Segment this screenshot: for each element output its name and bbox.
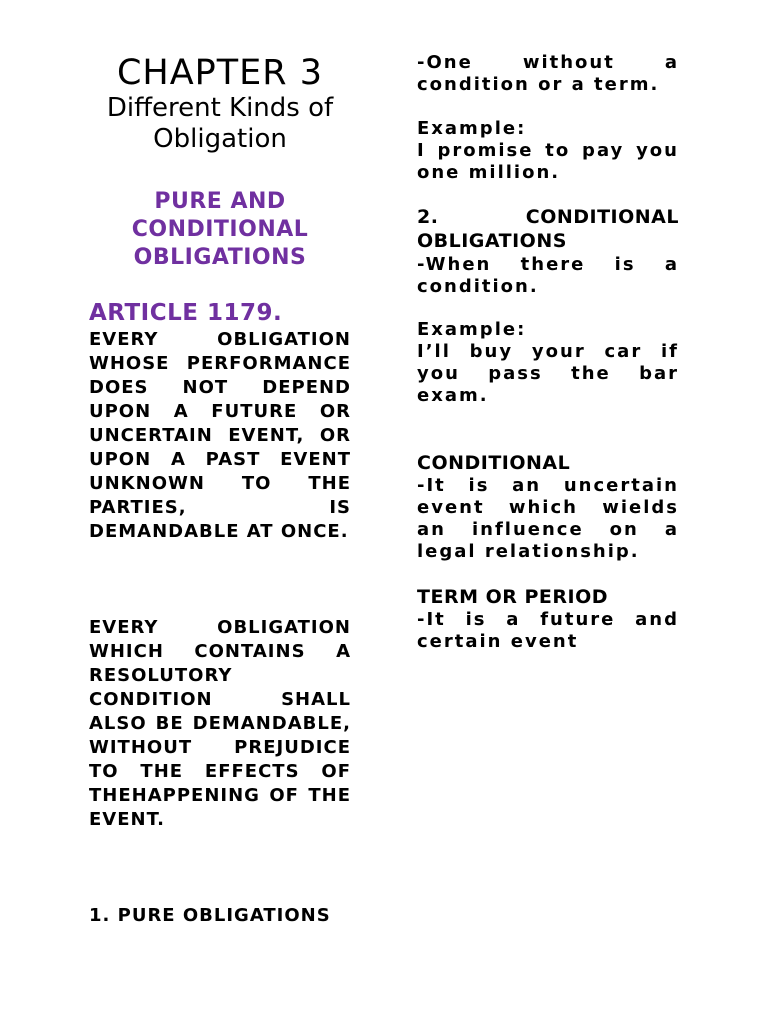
example-label-1: Example: (417, 118, 527, 139)
section-title: PURE AND CONDITIONAL OBLIGATIONS (131, 189, 309, 270)
article-title: ARTICLE 1179. (89, 300, 283, 326)
example-label-2: Example: (417, 319, 527, 340)
article-paragraph-2: EVERY OBLIGATION WHICH CONTAINS A RESOLUTORY CONDITION SHALL ALSO BE DEMANDABLE, WITHOUT PREJUDICE TO THE EFFECTS OF THEHAPPENING OF THE EVENT. (89, 617, 351, 830)
pure-definition: -One without a condition or a term. (417, 52, 679, 95)
chapter-title: CHAPTER 3 (116, 53, 323, 93)
term-or-period-heading: TERM OR PERIOD (417, 586, 609, 608)
conditional-obligations-heading: 2. CONDITIONAL OBLIGATIONS (417, 206, 679, 252)
conditional-term-heading: CONDITIONAL (417, 452, 571, 474)
pure-obligations-heading: 1. PURE OBLIGATIONS (89, 905, 331, 926)
example-1: I promise to pay you one million. (417, 140, 679, 183)
conditional-term-definition: -It is an uncertain event which wields an influence on a legal relationship. (417, 475, 679, 562)
conditional-definition: -When there is a condition. (417, 254, 679, 297)
chapter-subtitle: Different Kinds of Obligation (106, 93, 334, 154)
article-paragraph-1: EVERY OBLIGATION WHOSE PERFORMANCE DOES NOT DEPEND UPON A FUTURE OR UNCERTAIN EVENT, OR UPON A PAST EVENT UNKNOWN TO THE PARTIES, IS DEMANDABLE AT ONCE. (89, 329, 351, 542)
example-2: I’ll buy your car if you pass the bar exam. (417, 341, 679, 406)
term-or-period-definition: -It is a future and certain event (417, 609, 679, 652)
